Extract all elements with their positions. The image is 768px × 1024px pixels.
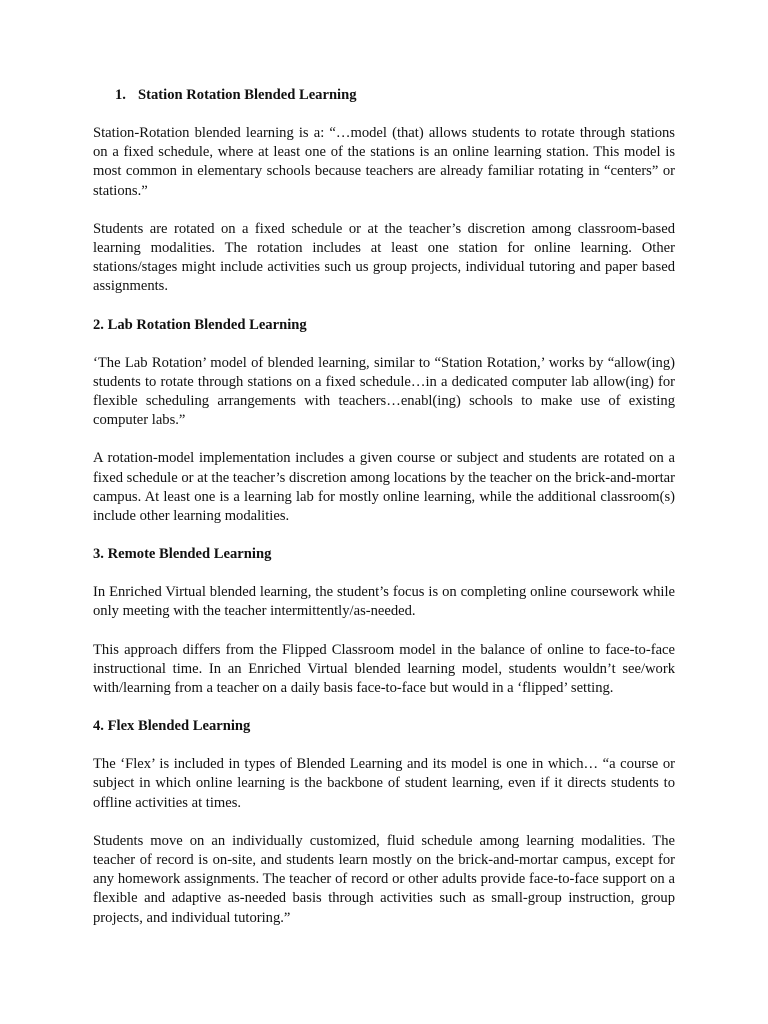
paragraph: Students move on an individually customized, fluid schedule among learning modalities. The teacher of record is on-site, and students learn mostly on the brick-and-mortar campus, except for any homework assignments. The teacher of record or other adults provide face-to-face support on a flexible and adaptive as-needed basis through activities such as small-group instruction, group projects, and individual tutoring.” xyxy=(93,832,675,926)
paragraph: This approach differs from the Flipped Classroom model in the balance of online to face-to-face instructional time. In an Enriched Virtual blended learning model, students wouldn’t see/work with/learning from a teacher on a daily basis face-to-face but would in a ‘flipped’ setting. xyxy=(93,641,675,697)
paragraph: Station-Rotation blended learning is a: “…model (that) allows students to rotate through stations on a fixed schedule, where at least one of the stations is an online learning station. This model is most common in elementary schools because teachers are already familiar rotating in “centers” or stations.” xyxy=(93,125,675,199)
section-heading-station-rotation xyxy=(93,86,675,105)
paragraph: Students are rotated on a fixed schedule or at the teacher’s discretion among classroom-based learning modalities. The rotation includes at least one station for online learning. Other stations/stages might include activities such us group projects, individual tutoring and paper based assignments. xyxy=(93,220,675,295)
paragraph: ‘The Lab Rotation’ model of blended learning, similar to “Station Rotation,’ works by “allow(ing) students to rotate through stations on a fixed schedule…in a dedicated computer lab allow(ing) for flexible scheduling arrangements with teachers…enabl(ing) schools to make use of existing computer labs.” xyxy=(93,354,675,429)
paragraph: The ‘Flex’ is included in types of Blended Learning and its model is one in which… “a course or subject in which online learning is the backbone of student learning, even if it directs students to offline activities at times. xyxy=(93,756,675,811)
paragraph: A rotation-model implementation includes a given course or subject and students are rotated on a fixed schedule or at the teacher’s discretion among locations by the teacher on the brick-and-mortar campus. At least one is a learning lab for mostly online learning, while the additional classroom(s) include other learning modalities. xyxy=(93,450,675,525)
list-number: 1. xyxy=(115,87,126,103)
section-heading-remote: 3. Remote Blended Learning xyxy=(93,546,272,563)
section-heading-lab-rotation: 2. Lab Rotation Blended Learning xyxy=(93,316,307,333)
paragraph: In Enriched Virtual blended learning, the student’s focus is on completing online coursework while only meeting with the teacher intermittently/as-needed. xyxy=(93,584,675,620)
document-page xyxy=(93,86,675,947)
section-heading-flex: 4. Flex Blended Learning xyxy=(93,718,251,735)
heading-text: Station Rotation Blended Learning xyxy=(138,87,357,103)
